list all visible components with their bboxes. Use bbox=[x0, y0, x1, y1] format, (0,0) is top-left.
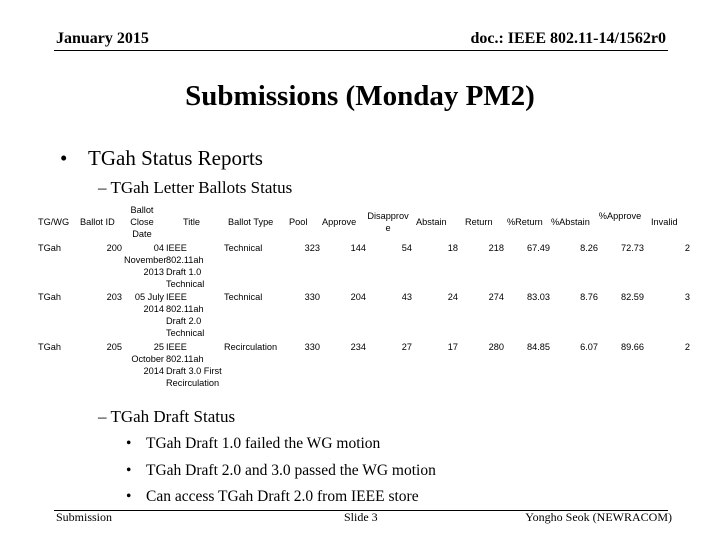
header-doc-id: doc.: IEEE 802.11-14/1562r0 bbox=[470, 30, 666, 47]
subbullet-mark: – bbox=[98, 407, 107, 426]
cell-disapprove: 27 bbox=[401, 342, 412, 352]
cell-return: 218 bbox=[488, 243, 504, 253]
cell-ballot-id: 203 bbox=[106, 292, 122, 302]
header-date: January 2015 bbox=[56, 30, 149, 47]
slide-title: Submissions (Monday PM2) bbox=[185, 80, 535, 112]
cell-ballot-type: Recirculation bbox=[224, 342, 278, 352]
cell-disapprove: 43 bbox=[401, 292, 412, 302]
cell-invalid: 3 bbox=[684, 292, 690, 302]
col-header-ballot-id: Ballot ID bbox=[80, 217, 115, 227]
col-header-tgwg: TG/WG bbox=[38, 217, 70, 227]
bullet-text: TGah Status Reports bbox=[88, 146, 263, 170]
col-header-pct-approve: %Approve bbox=[598, 211, 642, 221]
cell-pct-approve: 89.66 bbox=[621, 342, 644, 352]
cell-tgwg: TGah bbox=[38, 292, 61, 302]
cell-approve: 144 bbox=[350, 243, 366, 253]
cell-close-date: 04 November 2013 bbox=[124, 243, 167, 277]
cell-ballot-type: Technical bbox=[224, 243, 263, 253]
cell-pool: 330 bbox=[304, 292, 320, 302]
cell-invalid: 2 bbox=[684, 342, 690, 352]
bullet-mark: • bbox=[60, 146, 68, 170]
draft-item bbox=[126, 435, 380, 453]
bullet-mark: • bbox=[126, 462, 132, 479]
draft-item-text: TGah Draft 1.0 failed the WG motion bbox=[146, 435, 381, 452]
col-header-ballot-type: Ballot Type bbox=[228, 217, 274, 227]
cell-ballot-type: Technical bbox=[224, 292, 263, 302]
subbullet-text: TGah Draft Status bbox=[110, 407, 236, 426]
col-header-approve: Approve bbox=[322, 217, 357, 227]
subbullet-draft-status bbox=[98, 407, 235, 427]
draft-item bbox=[126, 462, 436, 480]
col-header-return: Return bbox=[465, 217, 493, 227]
col-header-pct-return: %Return bbox=[507, 217, 543, 227]
footer-author: Yongho Seok (NEWRACOM) bbox=[525, 510, 672, 524]
draft-item bbox=[126, 488, 419, 506]
cell-title: IEEE 802.11ah Draft 2.0 Technical bbox=[166, 292, 205, 338]
cell-ballot-id: 200 bbox=[106, 243, 122, 253]
cell-abstain: 24 bbox=[447, 292, 458, 302]
cell-pct-approve: 72.73 bbox=[621, 243, 644, 253]
bullet-mark: • bbox=[126, 435, 132, 452]
footer-slide-number: Slide 3 bbox=[344, 510, 378, 524]
cell-close-date: 25 October 2014 bbox=[131, 342, 164, 376]
subbullet-text: TGah Letter Ballots Status bbox=[110, 178, 293, 197]
cell-approve: 204 bbox=[350, 292, 366, 302]
cell-return: 280 bbox=[488, 342, 504, 352]
cell-pct-return: 67.49 bbox=[527, 243, 550, 253]
cell-pct-abstain: 8.26 bbox=[580, 243, 598, 253]
col-header-invalid: Invalid bbox=[651, 217, 678, 227]
cell-title: IEEE 802.11ah Draft 3.0 First Recirculation bbox=[166, 342, 222, 388]
col-header-pool: Pool bbox=[289, 217, 308, 227]
cell-return: 274 bbox=[488, 292, 504, 302]
subbullet-mark: – bbox=[98, 178, 107, 197]
col-header-abstain: Abstain bbox=[416, 217, 447, 227]
cell-pct-return: 83.03 bbox=[527, 292, 550, 302]
cell-pct-return: 84.85 bbox=[527, 342, 550, 352]
cell-pct-approve: 82.59 bbox=[621, 292, 644, 302]
cell-title: IEEE 802.11ah Draft 1.0 Technical bbox=[166, 243, 205, 289]
cell-pct-abstain: 8.76 bbox=[580, 292, 598, 302]
cell-tgwg: TGah bbox=[38, 342, 61, 352]
cell-abstain: 17 bbox=[447, 342, 458, 352]
cell-ballot-id: 205 bbox=[106, 342, 122, 352]
cell-disapprove: 54 bbox=[401, 243, 412, 253]
cell-approve: 234 bbox=[350, 342, 366, 352]
cell-pct-abstain: 6.07 bbox=[580, 342, 598, 352]
cell-invalid: 2 bbox=[684, 243, 690, 253]
bullet-mark: • bbox=[126, 488, 132, 505]
cell-tgwg: TGah bbox=[38, 243, 61, 253]
cell-pool: 330 bbox=[304, 342, 320, 352]
draft-item-text: TGah Draft 2.0 and 3.0 passed the WG motion bbox=[146, 462, 436, 479]
draft-item-text: Can access TGah Draft 2.0 from IEEE store bbox=[146, 488, 419, 505]
col-header-disapprove: Disapprove bbox=[367, 211, 409, 233]
cell-abstain: 18 bbox=[447, 243, 458, 253]
cell-pool: 323 bbox=[304, 243, 320, 253]
col-header-ballot-close-date: Ballot Close Date bbox=[130, 205, 154, 239]
col-header-title: Title bbox=[183, 217, 201, 227]
footer-submission: Submission bbox=[56, 510, 113, 524]
col-header-pct-abstain: %Abstain bbox=[551, 217, 590, 227]
cell-close-date: 05 July 2014 bbox=[134, 292, 164, 314]
